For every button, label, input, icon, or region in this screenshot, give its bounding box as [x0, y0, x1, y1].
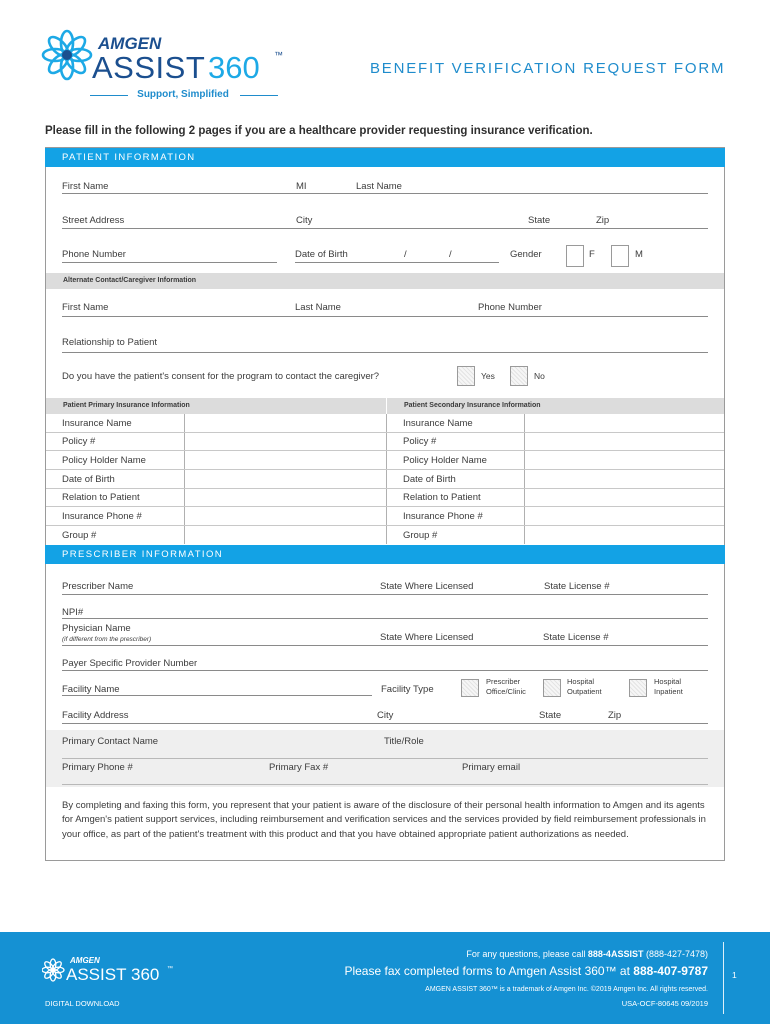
- secondary-insurance-header: Patient Secondary Insurance Information: [387, 398, 724, 414]
- patient-first-name-label: First Name: [62, 181, 109, 192]
- facility-address-field[interactable]: [62, 723, 708, 724]
- patient-dob-field[interactable]: [295, 262, 499, 263]
- patient-mi-label: MI: [296, 181, 307, 192]
- consent-yes-label: Yes: [481, 371, 495, 381]
- insurance-dob-row[interactable]: [46, 488, 724, 489]
- prescriber-name-field[interactable]: [62, 594, 708, 595]
- gender-m-checkbox[interactable]: [611, 245, 629, 267]
- logo-360-text: 360: [208, 50, 260, 85]
- patient-dob-label: Date of Birth: [295, 249, 348, 260]
- patient-state-label: State: [528, 215, 551, 226]
- logo-amgen-text: AMGEN: [98, 34, 162, 53]
- digital-download-label: DIGITAL DOWNLOAD: [45, 999, 120, 1008]
- facility-name-label: Facility Name: [62, 684, 120, 695]
- primary-group-label: Group #: [62, 530, 97, 541]
- patient-phone-field[interactable]: [62, 262, 277, 263]
- secondary-policy-holder-label: Policy Holder Name: [403, 455, 487, 466]
- prescriber-name-label: Prescriber Name: [62, 581, 134, 592]
- facility-state-label: State: [539, 710, 562, 721]
- instruction-text: Please fill in the following 2 pages if you are a healthcare provider requesting insurance verification.: [45, 125, 593, 137]
- npi-label: NPI#: [62, 607, 84, 618]
- logo-tm-text: ™: [274, 50, 283, 60]
- form-title: BENEFIT VERIFICATION REQUEST FORM: [370, 60, 726, 77]
- footer-flower-icon: [42, 959, 64, 981]
- caregiver-name-field[interactable]: [62, 316, 708, 317]
- caregiver-relationship-label: Relationship to Patient: [62, 337, 158, 348]
- dob-slash-2: /: [449, 249, 452, 260]
- primary-insurance-phone-label: Insurance Phone #: [62, 511, 142, 522]
- secondary-insurance-name-label: Insurance Name: [403, 418, 473, 429]
- insurance-name-row[interactable]: [46, 432, 724, 433]
- page-number: 1: [732, 970, 737, 980]
- patient-section-header: PATIENT INFORMATION: [45, 148, 725, 167]
- secondary-group-label: Group #: [403, 530, 438, 541]
- footer-logo: [42, 953, 177, 983]
- patient-street-label: Street Address: [62, 215, 125, 226]
- tagline-line-right: [240, 95, 278, 96]
- facility-hospital-outpatient-checkbox[interactable]: [543, 679, 561, 697]
- gender-f-checkbox[interactable]: [566, 245, 584, 267]
- patient-name-field[interactable]: [62, 193, 708, 194]
- facility-address-label: Facility Address: [62, 710, 129, 721]
- primary-phone-field[interactable]: [62, 784, 708, 785]
- facility-hospital-inpatient-checkbox[interactable]: [629, 679, 647, 697]
- relation-row[interactable]: [46, 506, 724, 507]
- secondary-dob-label: Date of Birth: [403, 474, 456, 485]
- physician-state-licensed-label: State Where Licensed: [380, 632, 474, 643]
- policy-holder-row[interactable]: [46, 469, 724, 470]
- prescriber-section-header: PRESCRIBER INFORMATION: [45, 545, 725, 564]
- secondary-policy-label: Policy #: [403, 436, 437, 447]
- primary-relation-label: Relation to Patient: [62, 492, 140, 503]
- prescriber-license-label: State License #: [544, 581, 610, 592]
- caregiver-relationship-field[interactable]: [62, 352, 708, 353]
- facility-name-field[interactable]: [62, 695, 372, 696]
- primary-contact-label: Primary Contact Name: [62, 736, 159, 747]
- logo-assist-text: ASSIST: [92, 50, 206, 85]
- footer-logo-assist: ASSIST: [66, 965, 127, 983]
- consent-no-label: No: [534, 371, 545, 381]
- facility-hospital-inpatient-label: Hospital Inpatient: [654, 677, 683, 696]
- patient-last-name-label: Last Name: [356, 181, 402, 192]
- insurance-phone-row[interactable]: [46, 525, 724, 526]
- facility-zip-label: Zip: [608, 710, 622, 721]
- caregiver-first-name-label: First Name: [62, 302, 109, 313]
- gender-m-label: M: [635, 249, 643, 260]
- footer-divider: [723, 942, 724, 1014]
- patient-gender-label: Gender: [510, 249, 542, 260]
- footer-logo-amgen: AMGEN: [70, 956, 100, 965]
- primary-contact-field[interactable]: [62, 758, 708, 759]
- patient-phone-label: Phone Number: [62, 249, 126, 260]
- primary-email-label: Primary email: [462, 762, 521, 773]
- patient-zip-label: Zip: [596, 215, 610, 226]
- footer-form-code: USA-OCF-80645 09/2019: [621, 999, 708, 1008]
- amgen-assist-360-logo: [40, 24, 290, 88]
- footer-questions-line: For any questions, please call 888-4ASSIST (888-427-7478): [466, 949, 708, 959]
- caregiver-phone-label: Phone Number: [478, 302, 542, 313]
- prescriber-state-licensed-label: State Where Licensed: [380, 581, 474, 592]
- tagline: Support, Simplified: [137, 89, 229, 100]
- primary-policy-label: Policy #: [62, 436, 96, 447]
- caregiver-last-name-label: Last Name: [295, 302, 341, 313]
- physician-license-label: State License #: [543, 632, 609, 643]
- consent-paragraph: By completing and faxing this form, you represent that your patient is aware of the disclosure of their personal health information to Amgen and its agents for Amgen's patient support services, including reimbursement and verification services and the services provided by field reimbursement professionals in your office, as part of the patient's treatment with this product and that you have obtained appropriate patient authorizations as needed.: [62, 800, 706, 840]
- secondary-insurance-phone-label: Insurance Phone #: [403, 511, 483, 522]
- physician-name-field[interactable]: [62, 645, 708, 646]
- payer-provider-field[interactable]: [62, 670, 708, 671]
- primary-phone-label: Primary Phone #: [62, 762, 133, 773]
- footer-trademark: AMGEN ASSIST 360™ is a trademark of Amgen Inc. ©2019 Amgen Inc. All rights reserved.: [425, 986, 708, 993]
- primary-fax-label: Primary Fax #: [269, 762, 329, 773]
- primary-policy-holder-label: Policy Holder Name: [62, 455, 146, 466]
- facility-prescriber-office-label: Prescriber Office/Clinic: [486, 677, 526, 696]
- consent-no-checkbox[interactable]: [510, 366, 528, 386]
- facility-city-label: City: [377, 710, 394, 721]
- flower-icon: [43, 31, 91, 79]
- caregiver-section-header: Alternate Contact/Caregiver Information: [46, 273, 724, 289]
- facility-hospital-outpatient-label: Hospital Outpatient: [567, 677, 602, 696]
- policy-row[interactable]: [46, 450, 724, 451]
- primary-insurance-name-label: Insurance Name: [62, 418, 132, 429]
- physician-note: (if different from the prescriber): [62, 636, 152, 643]
- gender-f-label: F: [589, 249, 595, 260]
- footer-fax-line: Please fax completed forms to Amgen Assist 360™ at 888-407-9787: [344, 964, 708, 978]
- physician-name-label: Physician Name: [62, 623, 131, 634]
- dob-slash-1: /: [404, 249, 407, 260]
- consent-question: Do you have the patient's consent for the program to contact the caregiver?: [62, 371, 380, 382]
- consent-yes-checkbox[interactable]: [457, 366, 475, 386]
- secondary-relation-label: Relation to Patient: [403, 492, 481, 503]
- npi-field[interactable]: [62, 618, 708, 619]
- primary-dob-label: Date of Birth: [62, 474, 115, 485]
- footer-logo-360: 360: [131, 965, 160, 983]
- primary-insurance-header: Patient Primary Insurance Information: [46, 398, 386, 414]
- facility-prescriber-office-checkbox[interactable]: [461, 679, 479, 697]
- payer-provider-label: Payer Specific Provider Number: [62, 658, 198, 669]
- patient-address-field[interactable]: [62, 228, 708, 229]
- title-role-label: Title/Role: [384, 736, 424, 747]
- patient-city-label: City: [296, 215, 313, 226]
- footer-logo-tm: ™: [167, 966, 173, 972]
- facility-type-label: Facility Type: [381, 684, 434, 695]
